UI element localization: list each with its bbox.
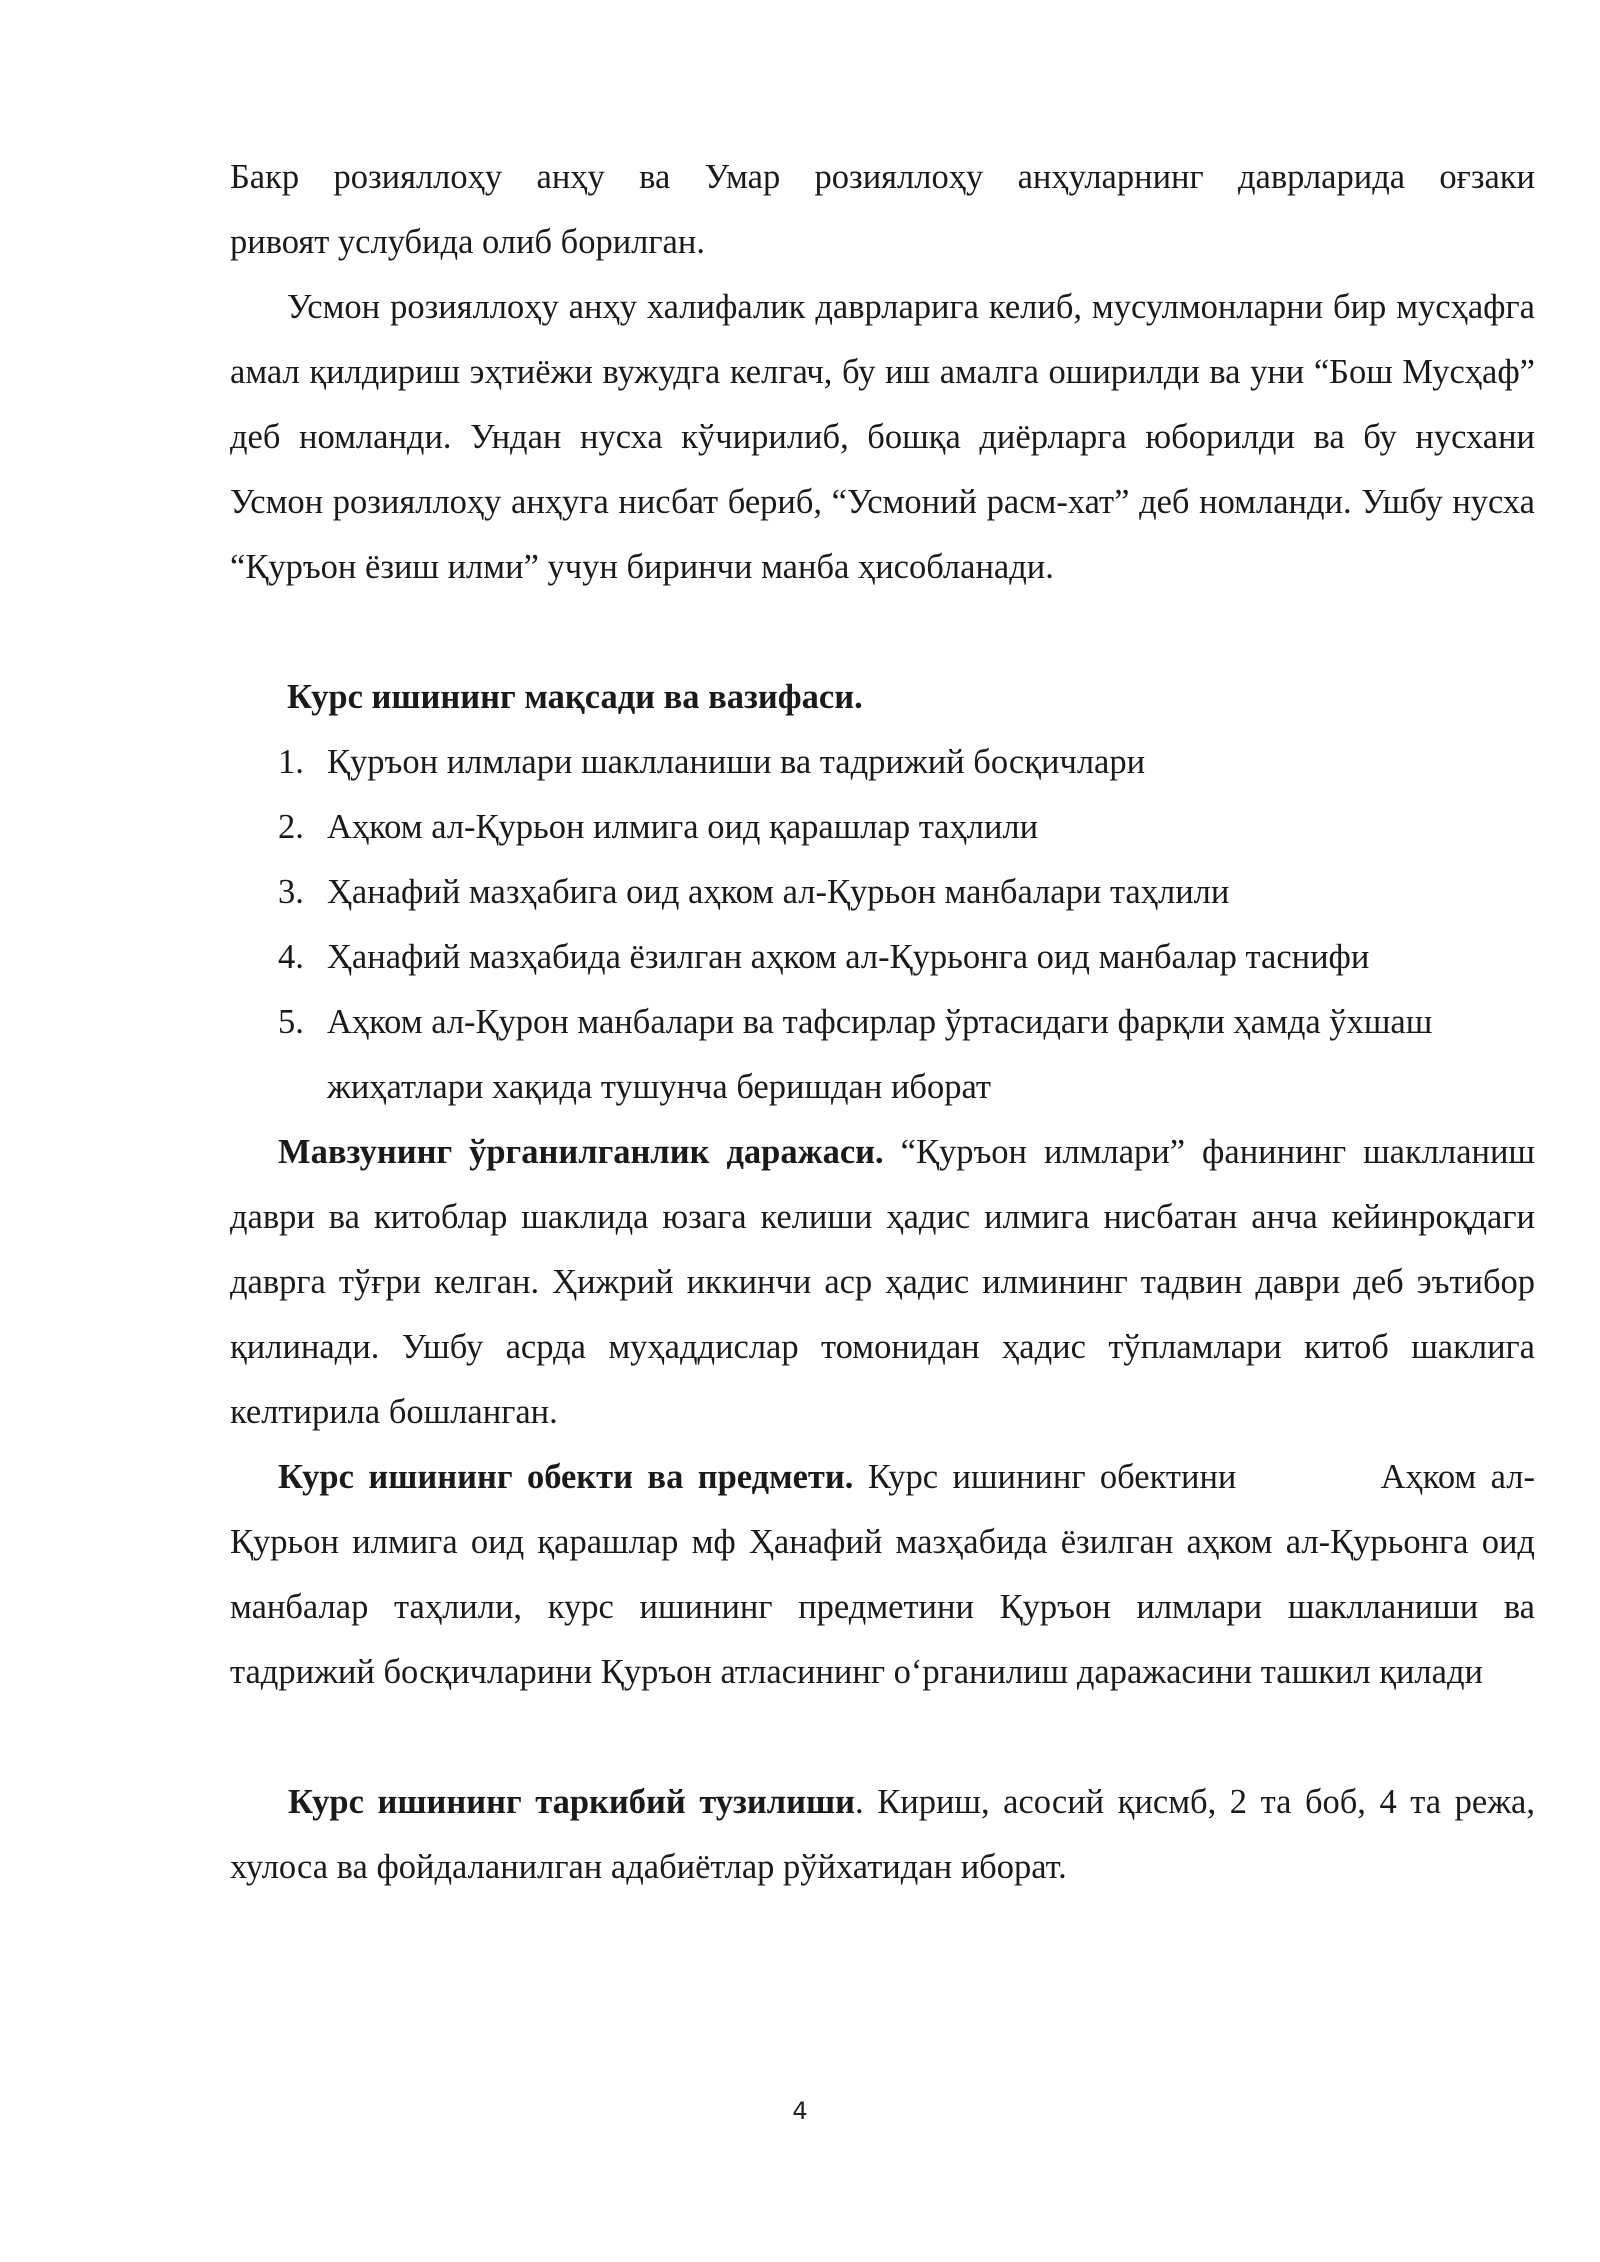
intro-line-1: Бакр розияллоҳу анҳу ва Умар розияллоҳу анҳуларнинг даврларида оғзаки: [230, 158, 1535, 196]
object-subject-label: Курс ишининг обекти ва предмети.: [278, 1458, 854, 1496]
goal-item-number: 3.: [278, 873, 304, 911]
goal-item-text: Аҳком ал-Қурьон илмига оид қарашлар таҳлили: [327, 808, 1039, 846]
goal-list-item: [230, 925, 1535, 990]
structure-paragraph: [230, 1770, 1535, 1900]
study-level-section: [230, 1120, 1535, 1445]
goal-item-text: Ҳанафий мазҳабида ёзилган аҳком ал-Қурьонга оид манбалар таснифи: [327, 938, 1370, 976]
structure-section: [230, 1770, 1535, 1900]
goal-list: [230, 730, 1535, 1120]
object-subject-section: [230, 1445, 1544, 1705]
goal-item-number: 5.: [278, 1003, 304, 1041]
object-subject-paragraph: [230, 1445, 1544, 1705]
object-subject-text: Курс ишининг обектини Аҳком ал-Қурьон илмига оид қарашлар мф Ҳанафий мазҳабида ёзилган аҳком ал-Қурьонга оид манбалар таҳлили, курс ишининг предметини Қуръон илмлари шаклланиши ва тадрижий босқичларини Қуръон атласининг оʻрганилиш даражасини ташкил қилади: [230, 1458, 1544, 1691]
structure-text: . Кириш, асосий қисмб, 2 та боб, 4 та режа, хулоса ва фойдаланилган адабиётлар рўйхатидан иборат.: [230, 1783, 1535, 1886]
goal-list-item: [230, 860, 1535, 925]
goal-item-text: Ҳанафий мазҳабига оид аҳком ал-Қурьон манбалари таҳлили: [327, 873, 1230, 911]
usmon-paragraph-block: [230, 275, 1535, 600]
intro-line-2: ривоят услубида олиб борилган.: [230, 223, 705, 261]
goal-list-item: [230, 795, 1535, 860]
goal-item-number: 1.: [278, 743, 304, 781]
goal-item-text: Аҳком ал-Қурон манбалари ва тафсирлар ўртасидаги фарқли ҳамда ўхшаш жиҳатлари хақида тушунча беришдан иборат: [327, 1003, 1433, 1106]
goal-section: [230, 665, 1535, 1120]
goal-item-number: 2.: [278, 808, 304, 846]
usmon-paragraph: Усмон розияллоҳу анҳу халифалик даврларига келиб, мусулмонларни бир мусҳафга амал қилдириш эҳтиёжи вужудга келгач, бу иш амалга оширилди ва уни “Бош Мусҳаф” деб номланди. Ундан нусха кўчирилиб, бошқа диёрларга юборилди ва бу нусхани Усмон розияллоҳу анҳуга нисбат бериб, “Усмоний расм-хат” деб номланди. Ушбу нусха “Қуръон ёзиш илми” учун биринчи манба ҳисобланади.: [230, 288, 1535, 586]
goal-item-number: 4.: [278, 938, 304, 976]
study-level-label: Мавзунинг ўрганилганлик даражаси.: [278, 1133, 884, 1171]
study-level-paragraph: [230, 1120, 1535, 1445]
intro-paragraph: [230, 145, 1535, 275]
goal-heading: Курс ишининг мақсади ва вазифаси.: [287, 678, 863, 716]
goal-item-text: Қуръон илмлари шаклланиши ва тадрижий босқичлари: [327, 743, 1146, 781]
goal-list-item: [230, 730, 1535, 795]
goal-list-item: [230, 990, 1545, 1120]
structure-label: Курс ишининг таркибий тузилиши: [288, 1783, 856, 1821]
page-number: 4: [792, 2097, 808, 2125]
study-level-text: “Қуръон илмлари” фанининг шаклланиш даври ва китоблар шаклида юзага келиши ҳадис илмига нисбатан анча кейинроқдаги даврга тўғри келган. Ҳижрий иккинчи аср ҳадис илмининг тадвин даври деб эътибор қилинади. Ушбу асрда муҳаддислар томонидан ҳадис тўпламлари китоб шаклига келтирила бошланган.: [230, 1133, 1535, 1431]
